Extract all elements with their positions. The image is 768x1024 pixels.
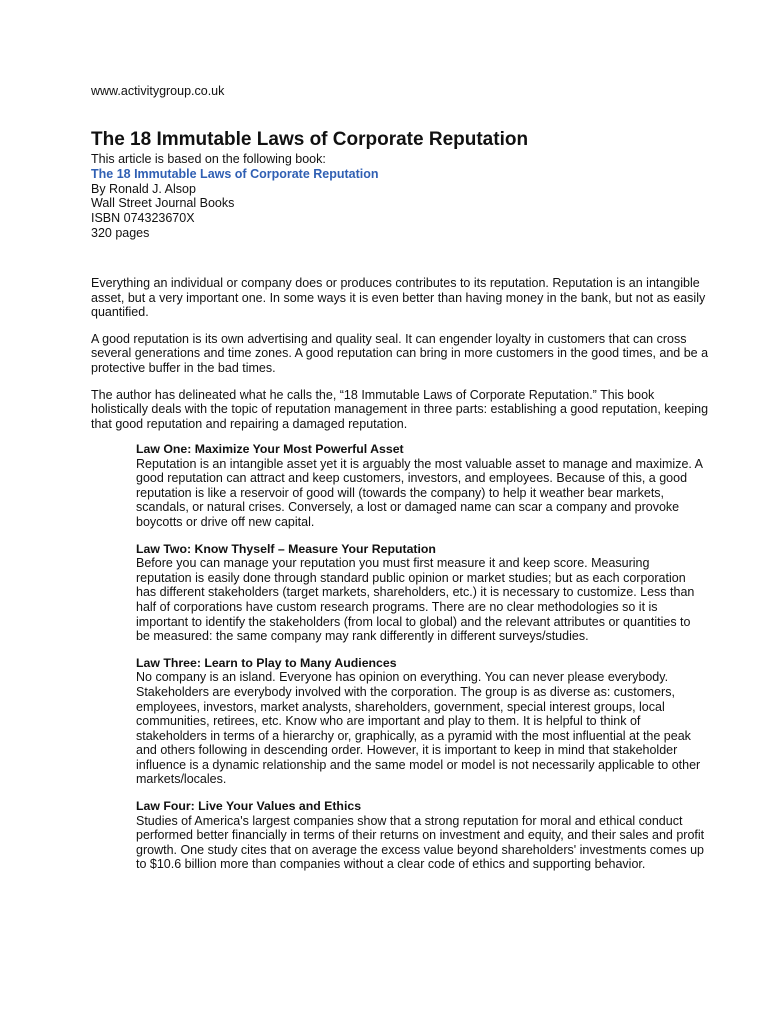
intro-section [91,276,711,443]
law-body: Studies of America's largest companies show that a strong reputation for moral and ethical conduct performed better financially in terms of their returns on investment and equity, and their sales and profit growth. One study cites that on average the excess value beyond shareholders' investments comes up to $10.6 billion more than companies without a clear code of ethics and supporting behavior. [136,813,705,872]
book-pages: 320 pages [91,225,150,240]
intro-paragraph: The author has delineated what he calls the, “18 Immutable Laws of Corporate Reputation.” This book holistically deals with the topic of reputation management in three parts: establishing a good reputation, keeping that good reputation and repairing a damaged reputation. [91,387,709,431]
book-isbn: ISBN 074323670X [91,211,195,226]
law-body: Reputation is an intangible asset yet it is arguably the most valuable asset to manage and maximize. A good reputation can attract and keep customers, investors, and employees. Because of this, a good reputation is like a reservoir of good will (towards the company) to help it weather bear markets, scandals, or natural crises. Conversely, a lost or damaged name can scar a company and provoke boycotts or drive off new capital. [136,456,703,529]
law-item [136,442,706,530]
book-title: The 18 Immutable Laws of Corporate Reputation [91,166,379,181]
law-item [136,656,706,787]
law-heading: Law Four: Live Your Values and Ethics [136,799,362,814]
book-publisher: Wall Street Journal Books [91,196,235,211]
law-item [136,799,706,872]
law-heading: Law Three: Learn to Play to Many Audiences [136,655,397,670]
book-info [91,152,379,241]
book-author: By Ronald J. Alsop [91,181,196,196]
laws-section [136,442,706,884]
based-on-line: This article is based on the following book: [91,152,326,166]
document-title: The 18 Immutable Laws of Corporate Reputation [91,129,529,150]
website-url: www.activitygroup.co.uk [91,84,225,98]
intro-paragraph: Everything an individual or company does or produces contributes to its reputation. Reputation is an intangible asset, but a very important one. In some ways it is even better than having money in the bank, but not as easily quantified. [91,276,706,320]
law-heading: Law One: Maximize Your Most Powerful Asset [136,442,404,456]
law-body: Before you can manage your reputation you must first measure it and keep score. Measuring reputation is easily done through standard public opinion or market studies; but as each corporation has different stakeholders (target markets, shareholders, etc.) it is necessary to customize. Less than half of corporations have custom research programs. There are no clear methodologies so it is important to identify the stakeholders (from local to global) and the relevant attributes or quantities to be measured: the same company may rank differently in different surveys/studies. [136,556,695,644]
law-heading: Law Two: Know Thyself – Measure Your Reputation [136,541,436,556]
intro-paragraph: A good reputation is its own advertising and quality seal. It can engender loyalty in customers that can cross several generations and time zones. A good reputation can bring in more customers in the good times, and be a protective buffer in the bad times. [91,331,709,375]
law-body: No company is an island. Everyone has opinion on everything. You can never please everybody. Stakeholders are everybody involved with the corporation. The group is as diverse as: customers, employees, investors, market analysts, shareholders, government, special interest groups, local communities, retirees, etc. Know who are important and play to them. It is helpful to think of stakeholders in terms of a hierarchy or, graphically, as a pyramid with the most influential at the peak and others following in descending order. However, it is important to keep in mind that stakeholder influence is a dynamic relationship and the same model or model is not necessarily applicable to other markets/locales. [136,670,701,787]
law-item [136,542,706,644]
